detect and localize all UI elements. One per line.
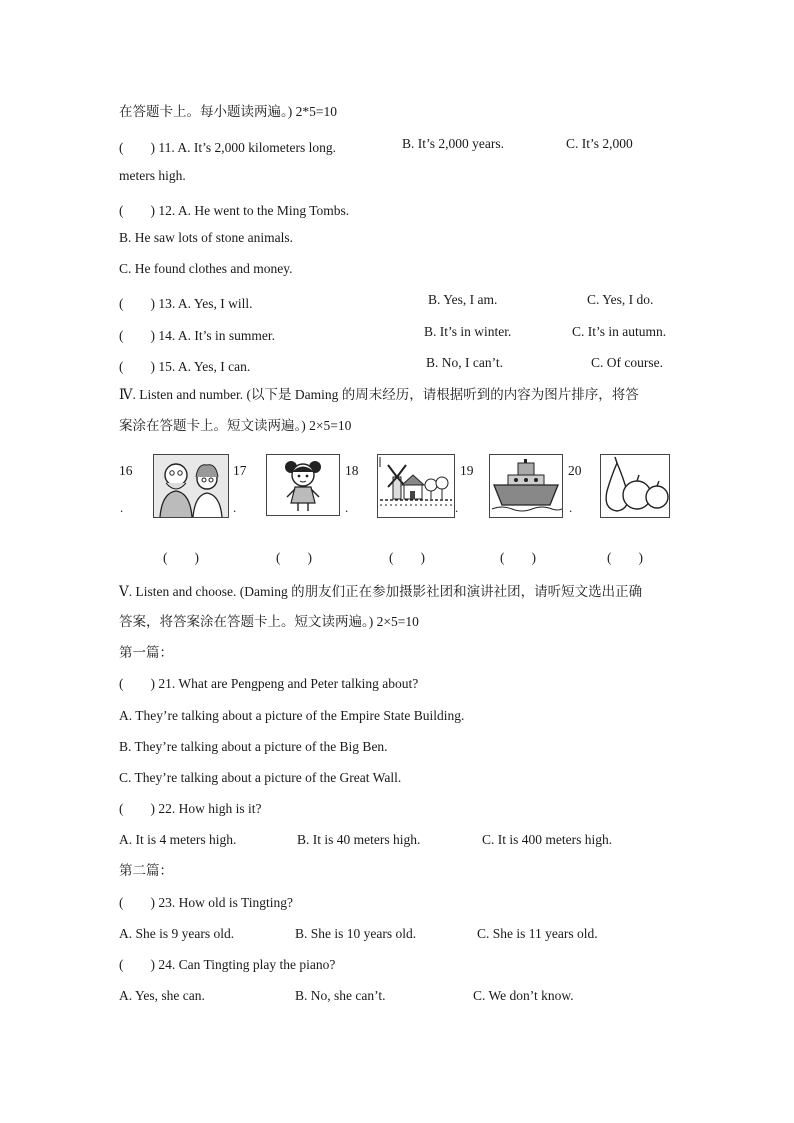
- answer-paren-19[interactable]: ( ): [500, 550, 536, 565]
- picture-dot-18: .: [345, 500, 349, 515]
- q22-option-c: C. It is 400 meters high.: [482, 832, 613, 847]
- q12-option-c: C. He found clothes and money.: [119, 261, 293, 276]
- q11-option-c: C. It’s 2,000: [566, 136, 633, 151]
- answer-paren-17[interactable]: ( ): [276, 550, 312, 565]
- q24-option-c: C. We don’t know.: [473, 988, 574, 1003]
- windmill-house-picture: [377, 454, 455, 518]
- q24-question: ( ) 24. Can Tingting play the piano?: [119, 957, 336, 972]
- part1-label: 第一篇：: [119, 645, 173, 660]
- q14-option-a: ( ) 14. A. It’s in summer.: [119, 328, 275, 343]
- answer-paren-20[interactable]: ( ): [607, 550, 643, 565]
- answer-paren-16[interactable]: ( ): [163, 550, 199, 565]
- q15-option-b: B. No, I can’t.: [426, 355, 503, 370]
- picture-number-18: 18: [345, 463, 359, 478]
- q11-wrap: meters high.: [119, 168, 186, 183]
- q22-option-b: B. It is 40 meters high.: [297, 832, 421, 847]
- q24-option-b: B. No, she can’t.: [295, 988, 386, 1003]
- part2-label: 第二篇：: [119, 863, 173, 878]
- picture-number-19: 19: [460, 463, 474, 478]
- picture-dot-20: .: [569, 500, 573, 515]
- q22-question: ( ) 22. How high is it?: [119, 801, 262, 816]
- section5-heading-2: 答案，将答案涂在答题卡上。短文读两遍。) 2×5=10: [119, 614, 419, 629]
- q21-question: ( ) 21. What are Pengpeng and Peter talking about?: [119, 676, 419, 691]
- q22-option-a: A. It is 4 meters high.: [119, 832, 237, 847]
- q21-option-a: A. They’re talking about a picture of the Empire State Building.: [119, 708, 465, 723]
- q21-option-b: B. They’re talking about a picture of the Big Ben.: [119, 739, 388, 754]
- q13-option-b: B. Yes, I am.: [428, 292, 498, 307]
- fruit-picture: [600, 454, 670, 518]
- section4-heading-1: Ⅳ. Listen and number. (以下是 Daming 的周末经历，请根据听到的内容为图片排序，将答: [119, 387, 639, 402]
- section5-heading-1: Ⅴ. Listen and choose. (Daming 的朋友们正在参加摄影社团和演讲社团，请听短文选出正确: [119, 584, 643, 599]
- ship-picture: [489, 454, 563, 518]
- picture-number-16: 16: [119, 463, 133, 478]
- q23-option-b: B. She is 10 years old.: [295, 926, 417, 941]
- picture-dot-16: .: [120, 500, 124, 515]
- q12-option-a: ( ) 12. A. He went to the Ming Tombs.: [119, 203, 350, 218]
- q15-option-c: C. Of course.: [591, 355, 663, 370]
- q23-option-a: A. She is 9 years old.: [119, 926, 235, 941]
- picture-dot-17: .: [233, 500, 237, 515]
- header-line: 在答题卡上。每小题读两遍。) 2*5=10: [119, 104, 337, 119]
- q11-option-a: ( ) 11. A. It’s 2,000 kilometers long.: [119, 140, 336, 155]
- q21-option-c: C. They’re talking about a picture of the Great Wall.: [119, 770, 402, 785]
- q13-option-c: C. Yes, I do.: [587, 292, 654, 307]
- q15-option-a: ( ) 15. A. Yes, I can.: [119, 359, 251, 374]
- q23-question: ( ) 23. How old is Tingting?: [119, 895, 294, 910]
- q14-option-b: B. It’s in winter.: [424, 324, 512, 339]
- q12-option-b: B. He saw lots of stone animals.: [119, 230, 293, 245]
- section4-heading-2: 案涂在答题卡上。短文读两遍。) 2×5=10: [119, 418, 352, 433]
- picture-dot-19: .: [455, 500, 459, 515]
- picture-number-17: 17: [233, 463, 247, 478]
- q14-option-c: C. It’s in autumn.: [572, 324, 667, 339]
- q24-option-a: A. Yes, she can.: [119, 988, 205, 1003]
- picture-number-20: 20: [568, 463, 582, 478]
- q23-option-c: C. She is 11 years old.: [477, 926, 598, 941]
- grandparents-picture: [153, 454, 229, 518]
- girl-picture: [266, 454, 340, 516]
- q13-option-a: ( ) 13. A. Yes, I will.: [119, 296, 253, 311]
- q11-option-b: B. It’s 2,000 years.: [402, 136, 504, 151]
- answer-paren-18[interactable]: ( ): [389, 550, 425, 565]
